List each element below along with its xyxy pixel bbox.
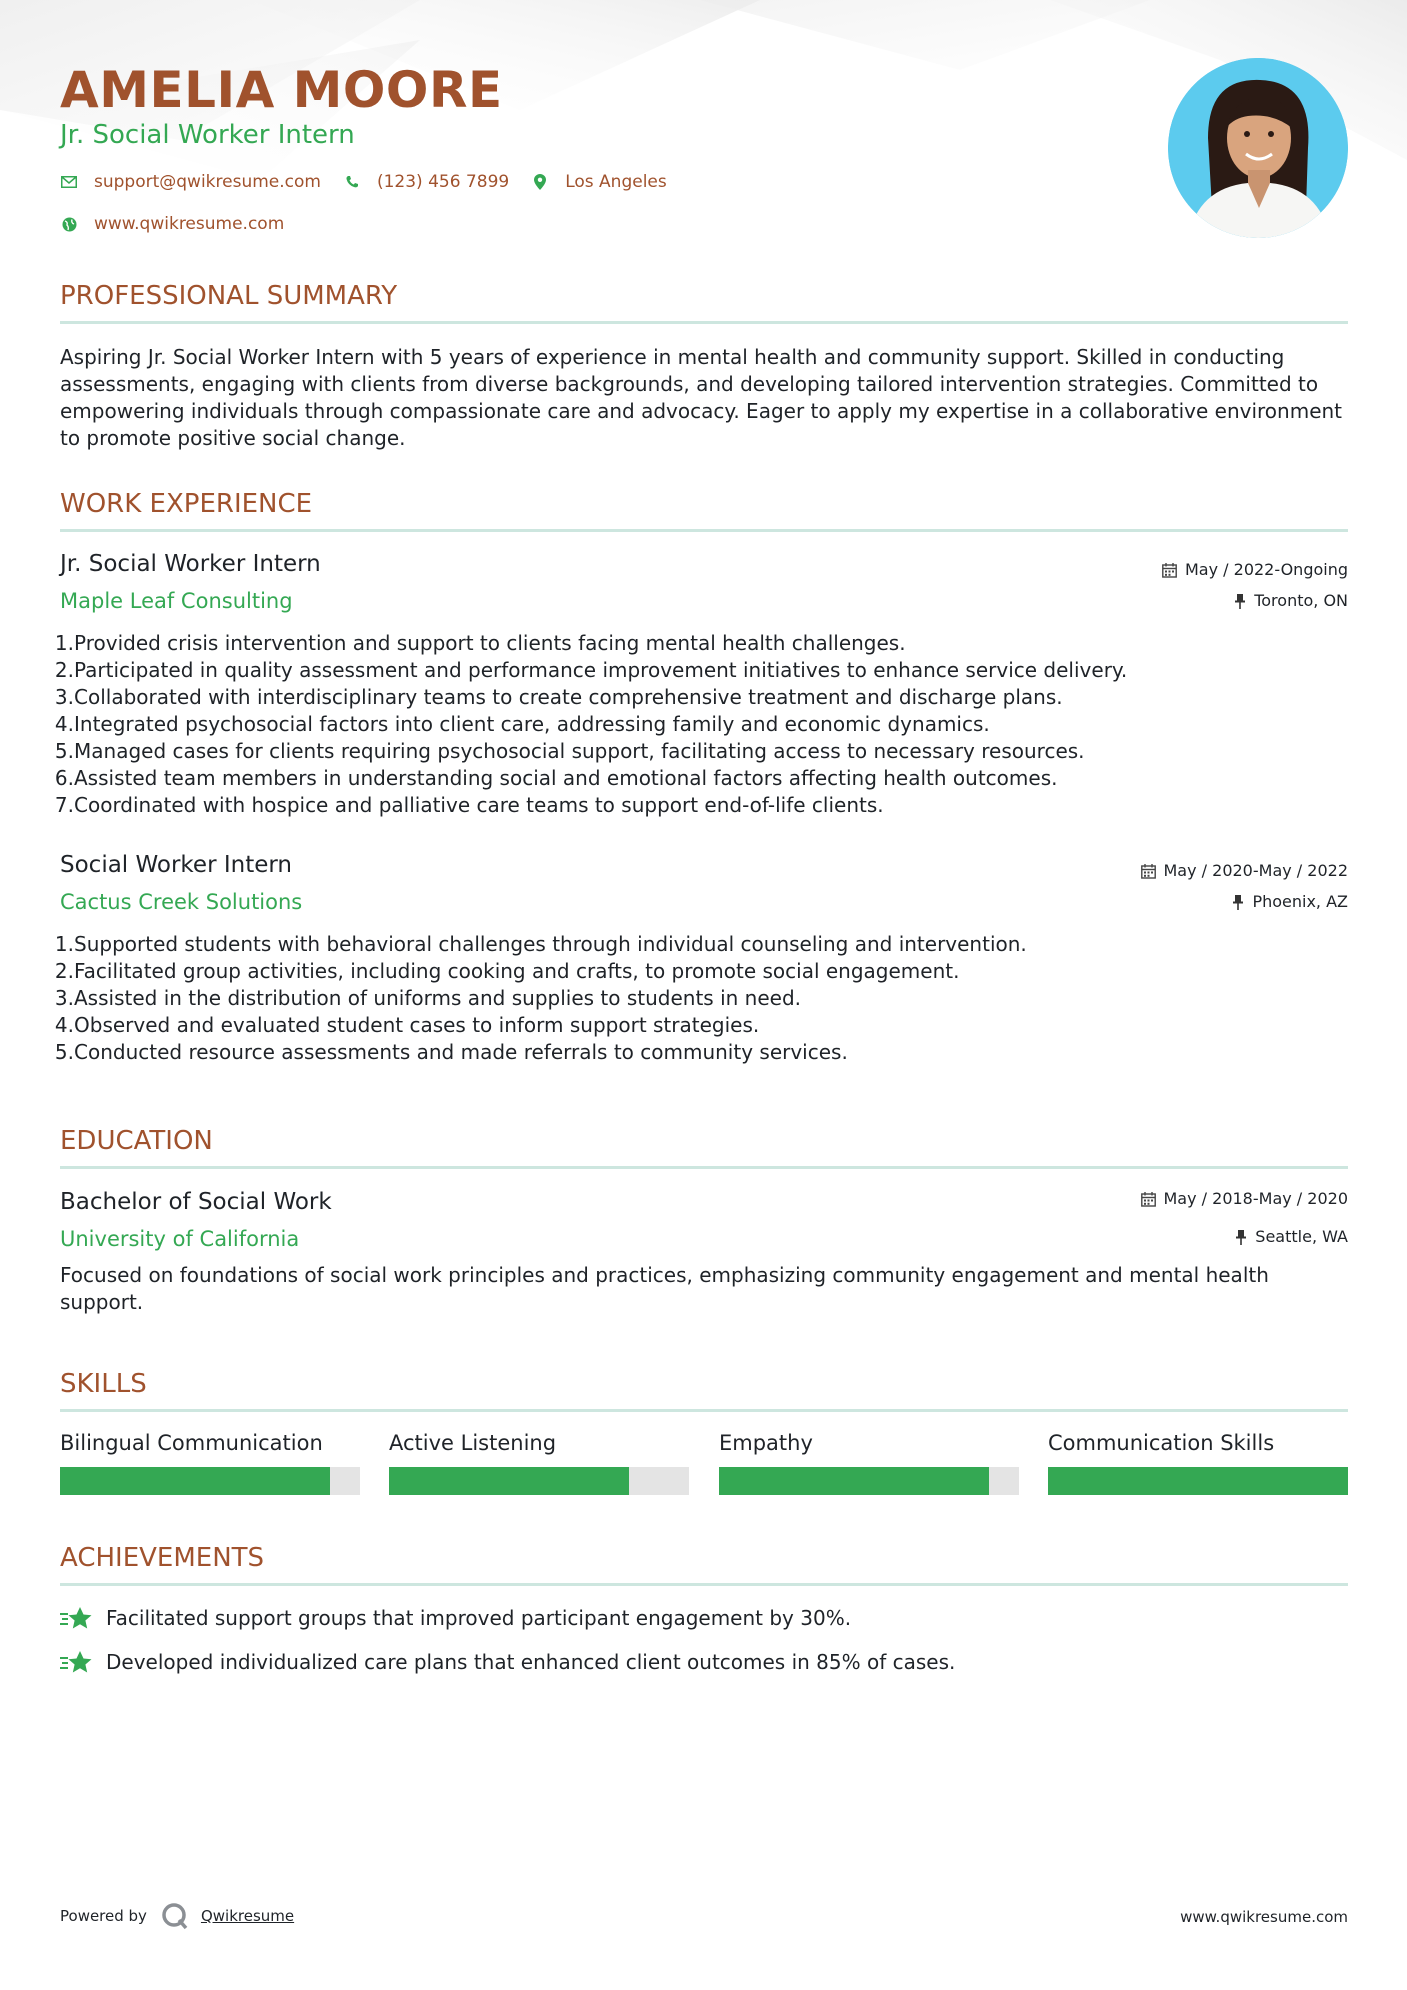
skills-title: SKILLS xyxy=(60,1369,147,1399)
skill-label: Active Listening xyxy=(389,1431,557,1455)
section-divider xyxy=(60,529,1348,532)
achievement-item xyxy=(60,1605,851,1632)
skill-bar-fill xyxy=(1048,1467,1348,1495)
list-item: 2.Participated in quality assessment and performance improvement initiatives to enhance service delivery. xyxy=(54,658,1128,682)
website-link[interactable]: www.qwikresume.com xyxy=(94,214,285,234)
pushpin-icon xyxy=(1234,594,1246,609)
job-bullets xyxy=(54,630,1127,819)
pushpin-icon xyxy=(1235,1230,1247,1245)
map-pin-icon xyxy=(531,173,549,191)
job-dates xyxy=(1141,860,1349,882)
achievement-item xyxy=(60,1649,955,1676)
skill-label: Communication Skills xyxy=(1048,1431,1275,1455)
job-location xyxy=(1232,891,1348,913)
section-divider xyxy=(60,1409,1348,1412)
contact-row xyxy=(60,172,689,192)
achievement-text: Developed individualized care plans that enhanced client outcomes in 85% of cases. xyxy=(106,1650,956,1674)
education-description: Focused on foundations of social work principles and practices, emphasizing community engagement and mental health support. xyxy=(60,1263,1269,1314)
phone-icon xyxy=(343,173,361,191)
candidate-role: Jr. Social Worker Intern xyxy=(60,120,355,150)
education-location xyxy=(1235,1226,1348,1248)
summary-title: PROFESSIONAL SUMMARY xyxy=(60,281,398,311)
achievements-title: ACHIEVEMENTS xyxy=(60,1543,265,1573)
list-item: 2.Facilitated group activities, including cooking and crafts, to promote social engagement. xyxy=(54,959,960,983)
section-divider xyxy=(60,1583,1348,1586)
list-item: 4.Observed and evaluated student cases to inform support strategies. xyxy=(54,1013,760,1037)
skill-bar xyxy=(719,1467,1019,1495)
list-item: 5.Conducted resource assessments and made referrals to community services. xyxy=(54,1040,848,1064)
skill-bar-fill xyxy=(389,1467,629,1495)
candidate-name: AMELIA MOORE xyxy=(60,61,503,119)
website-row xyxy=(60,214,306,234)
list-item: 5.Managed cases for clients requiring psychosocial support, facilitating access to necessary resources. xyxy=(54,739,1085,763)
pushpin-icon xyxy=(1232,895,1244,910)
school-name: University of California xyxy=(60,1227,300,1251)
job-dates-text: May / 2022-Ongoing xyxy=(1185,560,1348,579)
job-dates xyxy=(1162,559,1348,581)
company-name: Maple Leaf Consulting xyxy=(60,589,293,613)
skill-bar-fill xyxy=(719,1467,989,1495)
star-icon xyxy=(60,1606,92,1632)
job-title: Social Worker Intern xyxy=(60,852,292,878)
achievement-text: Facilitated support groups that improved participant engagement by 30%. xyxy=(106,1606,852,1630)
location-text: Los Angeles xyxy=(565,172,667,192)
education-title: EDUCATION xyxy=(60,1126,213,1156)
list-item: 7.Coordinated with hospice and palliative care teams to support end-of-life clients. xyxy=(54,793,884,817)
skill-bar xyxy=(60,1467,360,1495)
education-dates xyxy=(1141,1188,1349,1210)
email-link[interactable]: support@qwikresume.com xyxy=(94,172,321,192)
experience-title: WORK EXPERIENCE xyxy=(60,489,313,519)
skill-label: Bilingual Communication xyxy=(60,1431,323,1455)
list-item: 6.Assisted team members in understanding social and emotional factors affecting health outcomes. xyxy=(54,766,1058,790)
job-location xyxy=(1234,590,1348,612)
section-divider xyxy=(60,321,1348,324)
skill-label: Empathy xyxy=(719,1431,813,1455)
education-location-text: Seattle, WA xyxy=(1255,1227,1348,1246)
section-divider xyxy=(60,1166,1348,1169)
degree-title: Bachelor of Social Work xyxy=(60,1189,332,1215)
calendar-icon xyxy=(1162,563,1177,578)
footer-url[interactable]: www.qwikresume.com xyxy=(1180,1908,1348,1926)
qwikresume-logo-icon xyxy=(161,1902,189,1930)
qwikresume-link[interactable]: Qwikresume xyxy=(200,1907,295,1925)
list-item: 4.Integrated psychosocial factors into client care, addressing family and economic dynamics. xyxy=(54,712,990,736)
company-name: Cactus Creek Solutions xyxy=(60,890,303,914)
powered-by-label: Powered by xyxy=(60,1907,147,1925)
education-dates-text: May / 2018-May / 2020 xyxy=(1163,1189,1348,1208)
footer-branding xyxy=(60,1902,294,1930)
list-item: 1.Supported students with behavioral challenges through individual counseling and intervention. xyxy=(54,932,1027,956)
phone-number[interactable]: (123) 456 7899 xyxy=(376,172,510,192)
job-title: Jr. Social Worker Intern xyxy=(60,551,321,577)
skill-bar-fill xyxy=(60,1467,330,1495)
globe-icon xyxy=(60,215,78,233)
calendar-icon xyxy=(1141,864,1156,879)
job-dates-text: May / 2020-May / 2022 xyxy=(1163,861,1348,880)
list-item: 1.Provided crisis intervention and support to clients facing mental health challenges. xyxy=(54,631,906,655)
mail-icon xyxy=(60,173,78,191)
job-location-text: Toronto, ON xyxy=(1254,591,1348,610)
list-item: 3.Collaborated with interdisciplinary teams to create comprehensive treatment and discharge plans. xyxy=(54,685,1063,709)
summary-text: Aspiring Jr. Social Worker Intern with 5 years of experience in mental health and community support. Skilled in conducting assessments, engaging with clients from diverse backgrounds, and developing tailored intervention strategies. Committed to empowering individuals through compassionate care and advocacy. Eager to apply my expertise in a collaborative environment to promote positive social change. xyxy=(60,345,1343,450)
skill-bar xyxy=(1048,1467,1348,1495)
calendar-icon xyxy=(1141,1192,1156,1207)
job-location-text: Phoenix, AZ xyxy=(1252,892,1348,911)
job-bullets xyxy=(54,931,1027,1066)
star-icon xyxy=(60,1650,92,1676)
skill-bar xyxy=(389,1467,689,1495)
avatar xyxy=(1168,58,1348,238)
list-item: 3.Assisted in the distribution of uniforms and supplies to students in need. xyxy=(54,986,802,1010)
